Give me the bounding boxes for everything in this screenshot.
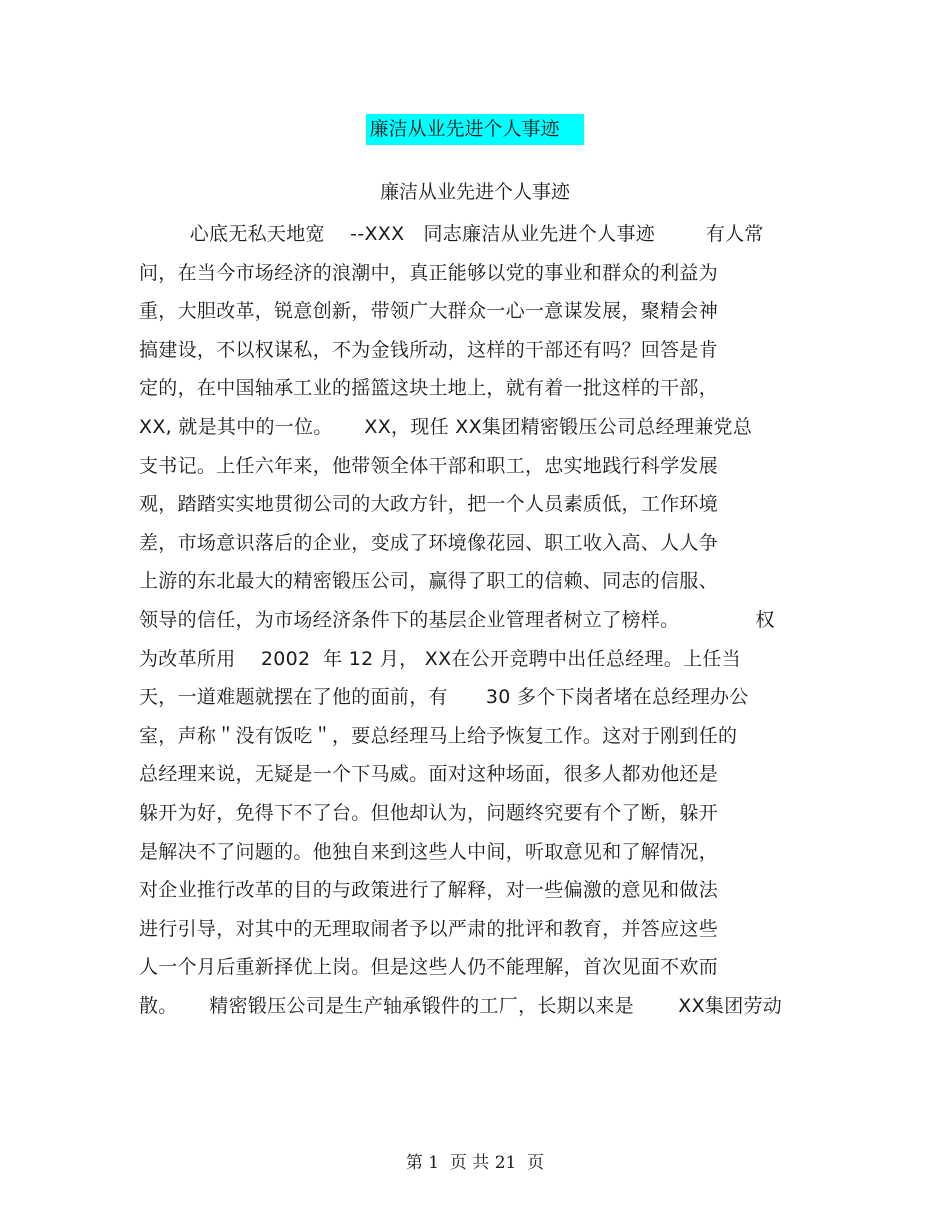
document-subtitle: 廉洁从业先进个人事迹: [379, 181, 570, 203]
body-line: 散。 精密锻压公司是生产轴承锻件的工厂，长期以来是 XX集团劳动: [139, 994, 783, 1017]
body-line: XX, 就是其中的一位。 XX，现任 XX集团精密锻压公司总经理兼党总: [139, 415, 753, 438]
body-line: 对企业推行改革的目的与政策进行了解释，对一些偏激的意见和做法: [139, 879, 719, 902]
body-line: 天，一道难题就摆在了他的面前，有 30 多个下岗者堵在总经理办公: [139, 686, 749, 709]
body-text: [139, 220, 819, 1030]
body-line: 室，声称＂没有饭吃＂，要总经理马上给予恢复工作。这对于刚到任的: [139, 724, 738, 747]
body-line: 为改革所用 2002 年 12 月， XX在公开竞聘中出任总经理。上任当: [139, 647, 741, 670]
document-title: 廉洁从业先进个人事迹: [366, 114, 583, 145]
body-line: 人一个月后重新择优上岗。但是这些人仍不能理解，首次见面不欢而: [139, 956, 719, 979]
body-line: 问，在当今市场经济的浪潮中，真正能够以党的事业和群众的利益为: [139, 261, 719, 284]
body-line: 定的，在中国轴承工业的摇篮这块土地上，就有着一批这样的干部，: [139, 377, 719, 400]
body-line: 支书记。上任六年来，他带领全体干部和职工，忠实地践行科学发展: [139, 454, 719, 477]
body-line: 观，踏踏实实地贯彻公司的大政方针，把一个人员素质低，工作环境: [139, 493, 719, 516]
body-line: 上游的东北最大的精密锻压公司，赢得了职工的信赖、同志的信服、: [139, 570, 719, 593]
body-line: 领导的信任，为市场经济条件下的基层企业管理者树立了榜样。 权: [139, 608, 775, 631]
body-line: 搞建设，不以权谋私，不为金钱所动，这样的干部还有吗？回答是肯: [139, 338, 719, 361]
title-wrapper: [0, 114, 950, 145]
body-line: 心底无私天地宽 --XXX 同志廉洁从业先进个人事迹 有人常: [139, 223, 764, 245]
body-line: 总经理来说，无疑是一个下马威。面对这种场面，很多人都劝他还是: [139, 763, 719, 786]
page-number: 第 1 页 共 21 页: [405, 1153, 545, 1173]
body-line: 进行引导，对其中的无理取闹者予以严肃的批评和教育，并答应这些: [139, 917, 719, 940]
body-line: 重，大胆改革，锐意创新，带领广大群众一心一意谋发展，聚精会神: [139, 300, 719, 323]
body-line: 是解决不了问题的。他独自来到这些人中间，听取意见和了解情况，: [139, 840, 719, 863]
body-line: 躲开为好，免得下不了台。但他却认为，问题终究要有个了断，躲开: [139, 801, 719, 824]
body-line: 差，市场意识落后的企业，变成了环境像花园、职工收入高、人人争: [139, 531, 719, 554]
